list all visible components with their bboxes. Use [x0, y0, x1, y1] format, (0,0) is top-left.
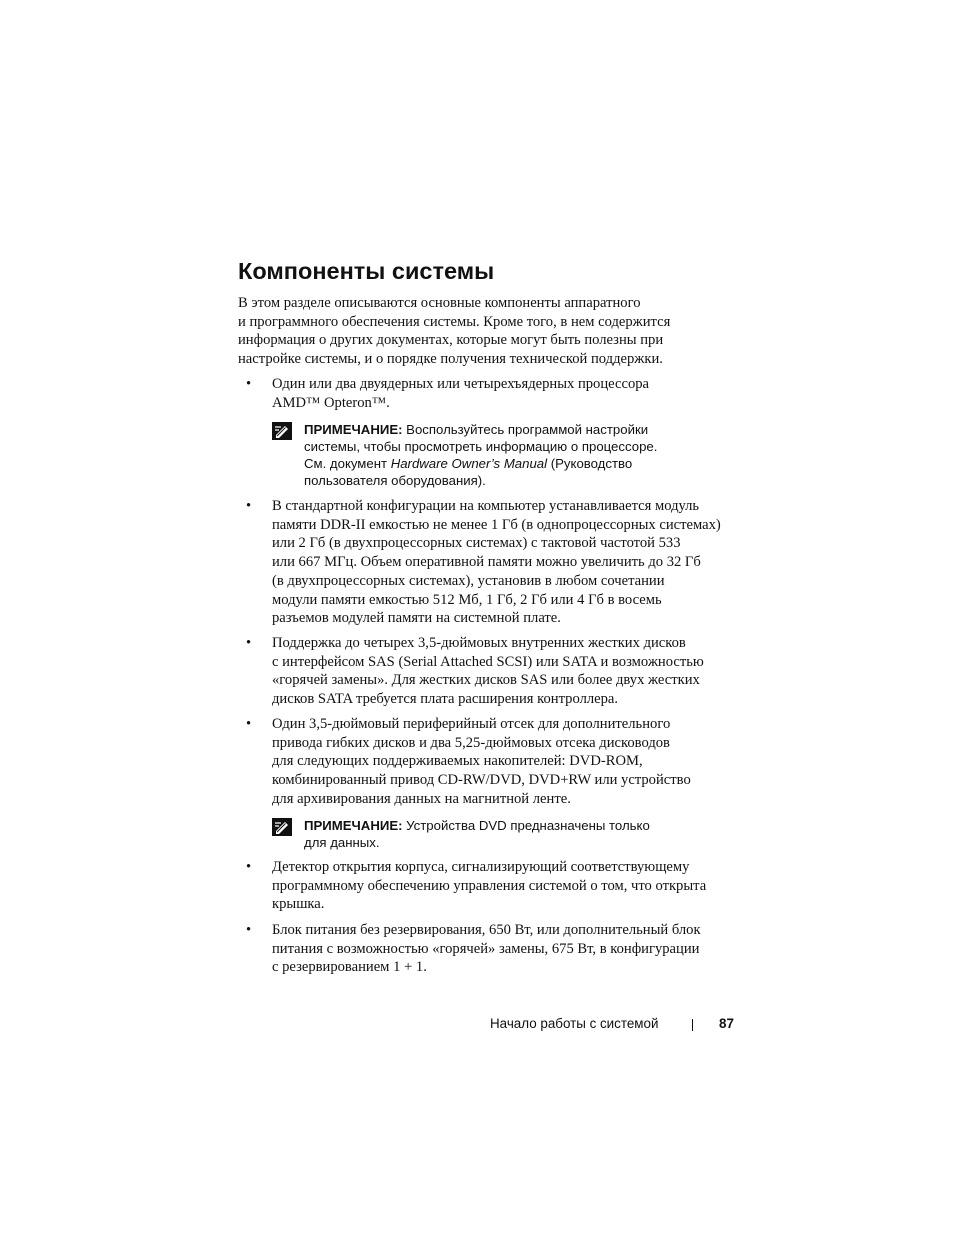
bullet-line: (в двухпроцессорных системах), установив в любом сочетании — [272, 572, 665, 589]
bullet-dot: • — [246, 716, 252, 732]
bullet-line: программному обеспечению управления системой о том, что открыта — [272, 877, 707, 894]
footer-section-title: Начало работы с системой — [490, 1016, 659, 1031]
page-heading: Компоненты системы — [238, 258, 495, 284]
bullet-line: «горячей замены». Для жестких дисков SAS или более двух жестких — [272, 672, 700, 689]
bullet-line: крышка. — [272, 896, 325, 913]
bullet-line: или 667 МГц. Объем оперативной памяти можно увеличить до 32 Гб — [272, 554, 701, 571]
bullet-line: разъемов модулей памяти на системной плате. — [272, 610, 561, 627]
bullet-line: комбинированный привод CD-RW/DVD, DVD+RW или устройство — [272, 772, 691, 789]
note-label: ПРИМЕЧАНИЕ: — [304, 818, 403, 833]
bullet-item-intrusion-detector — [246, 858, 742, 914]
page-number: 87 — [719, 1016, 734, 1031]
intro-line: настройке системы, и о порядке получения технической поддержки. — [238, 351, 663, 368]
bullet-line: привода гибких дисков и два 5,25-дюймовых отсека дисководов — [272, 734, 670, 751]
bullet-line: или 2 Гб (в двухпроцессорных системах) с тактовой частотой 533 — [272, 535, 681, 552]
note-line: Воспользуйтесь программой настройки — [402, 422, 649, 437]
bullet-dot: • — [246, 498, 252, 514]
bullet-line: AMD™ Opteron™. — [272, 394, 390, 411]
bullet-item-memory — [246, 497, 742, 628]
bullet-line: модули памяти емкостью 512 Мб, 1 Гб, 2 Гб или 4 Гб в восемь — [272, 591, 662, 608]
bullet-dot: • — [246, 376, 252, 392]
manual-title: Hardware Owner’s Manual — [390, 456, 548, 471]
bullet-line: Поддержка до четырех 3,5-дюймовых внутренних жестких дисков — [272, 635, 686, 651]
bullet-item-power-supply — [246, 921, 742, 977]
bullet-line: Детектор открытия корпуса, сигнализирующий соответствующему — [272, 859, 690, 875]
bullet-item-hard-drives — [246, 634, 742, 709]
footer-divider — [692, 1019, 693, 1031]
note-text — [304, 421, 744, 489]
note-line: системы, чтобы просмотреть информацию о процессоре. — [304, 439, 658, 454]
bullet-line: с резервированием 1 + 1. — [272, 959, 427, 976]
bullet-line: памяти DDR-II емкостью не менее 1 Гб (в однопроцессорных системах) — [272, 516, 721, 533]
bullet-line: для архивирования данных на магнитной ленте. — [272, 790, 571, 807]
bullet-line: с интерфейсом SAS (Serial Attached SCSI) или SATA и возможностью — [272, 653, 704, 670]
pencil-note-icon — [272, 422, 292, 440]
bullet-line: В стандартной конфигурации на компьютер устанавливается модуль — [272, 498, 700, 514]
bullet-dot: • — [246, 922, 252, 938]
intro-line: В этом разделе описываются основные компоненты аппаратного — [238, 295, 641, 311]
intro-paragraph — [238, 294, 738, 369]
bullet-item-processors — [246, 375, 742, 412]
bullet-line: питания с возможностью «горячей» замены, 675 Вт, в конфигурации — [272, 940, 700, 957]
note-text — [304, 817, 744, 851]
note-line: для данных. — [304, 835, 380, 850]
intro-line: информация о других документах, которые могут быть полезны при — [238, 332, 664, 349]
pencil-note-icon — [272, 818, 292, 836]
note-label: ПРИМЕЧАНИЕ: — [304, 422, 403, 437]
note-line: пользователя оборудования). — [304, 473, 486, 488]
bullet-line: для следующих поддерживаемых накопителей: DVD-ROM, — [272, 753, 643, 770]
note-line: Устройства DVD предназначены только — [402, 818, 650, 833]
bullet-dot: • — [246, 859, 252, 875]
bullet-line: Один 3,5-дюймовый периферийный отсек для дополнительного — [272, 716, 671, 732]
bullet-item-drive-bays — [246, 715, 742, 809]
bullet-line: Блок питания без резервирования, 650 Вт, или дополнительный блок — [272, 922, 701, 938]
bullet-line: Один или два двуядерных или четырехъядерных процессора — [272, 376, 650, 392]
intro-line: и программного обеспечения системы. Кроме того, в нем содержится — [238, 313, 671, 330]
bullet-line: дисков SATA требуется плата расширения контроллера. — [272, 691, 619, 708]
note-line: (Руководство — [547, 456, 633, 471]
bullet-dot: • — [246, 635, 252, 651]
note-line: См. документ — [304, 456, 391, 471]
